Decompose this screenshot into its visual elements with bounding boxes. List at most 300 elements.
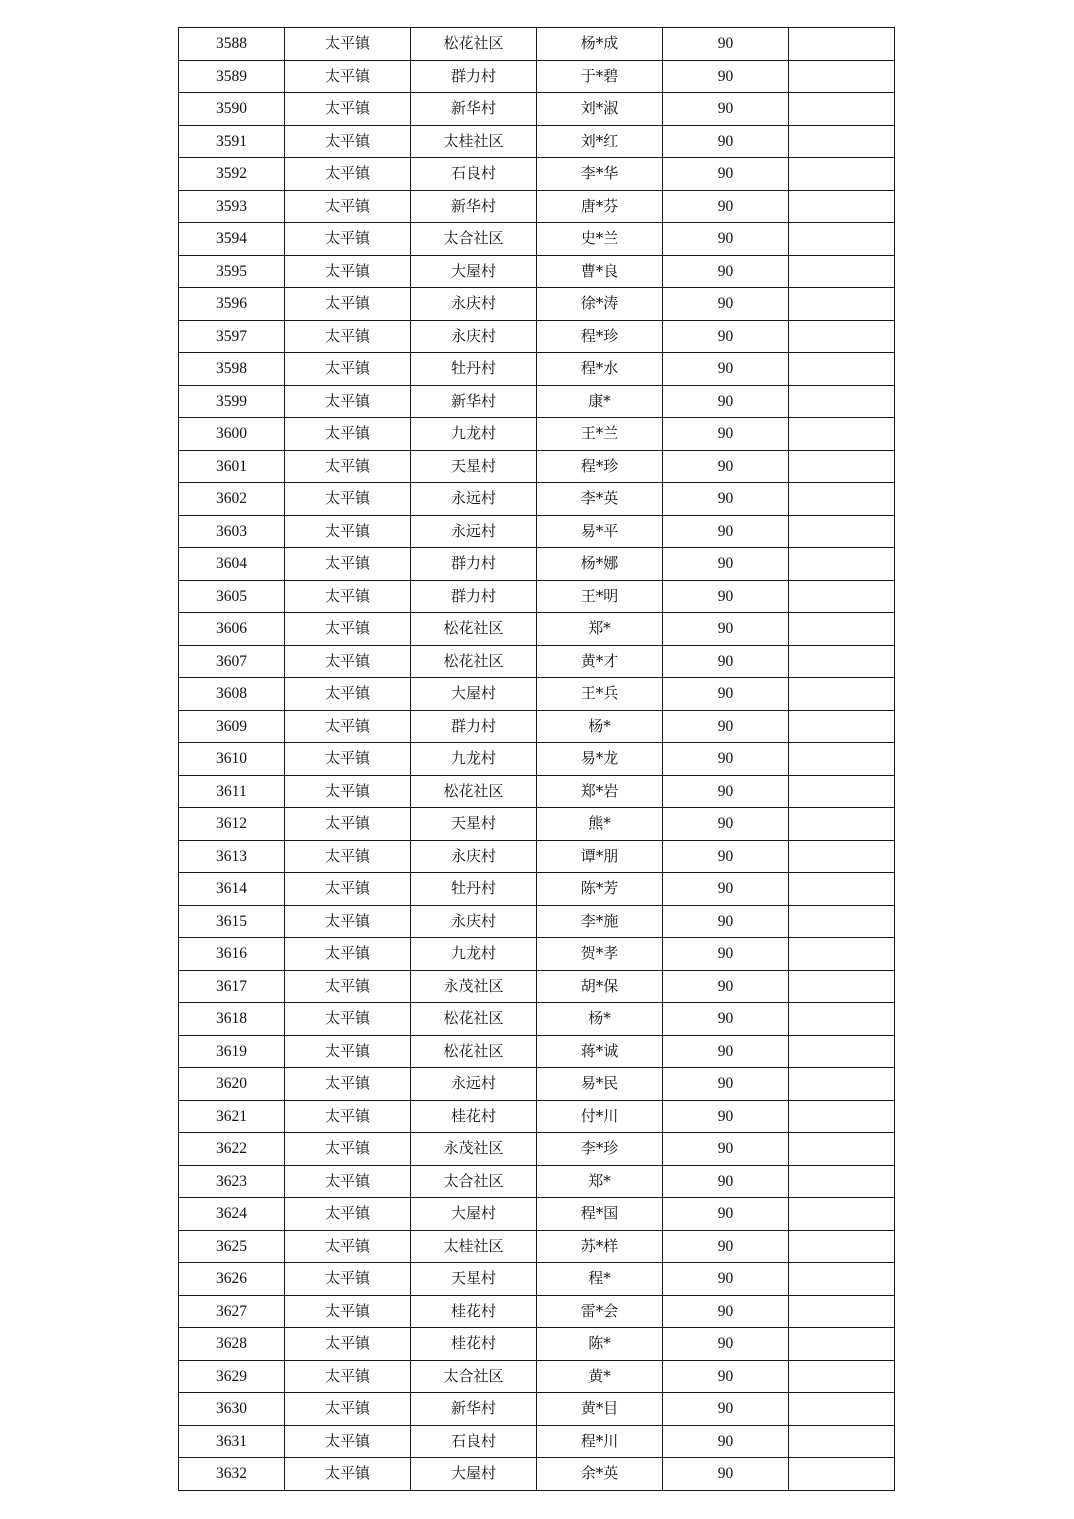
cell-village: 九龙村: [411, 938, 537, 971]
cell-town: 太平镇: [285, 938, 411, 971]
cell-amount: 90: [663, 1425, 789, 1458]
cell-name: 余*英: [537, 1458, 663, 1491]
cell-amount: 90: [663, 580, 789, 613]
cell-number: 3604: [179, 548, 285, 581]
cell-town: 太平镇: [285, 93, 411, 126]
cell-note: [789, 190, 895, 223]
cell-name: 易*龙: [537, 743, 663, 776]
cell-note: [789, 775, 895, 808]
cell-number: 3630: [179, 1393, 285, 1426]
cell-amount: 90: [663, 93, 789, 126]
cell-number: 3629: [179, 1360, 285, 1393]
cell-number: 3628: [179, 1328, 285, 1361]
cell-number: 3607: [179, 645, 285, 678]
roster-table: [178, 27, 895, 1491]
cell-name: 雷*会: [537, 1295, 663, 1328]
cell-town: 太平镇: [285, 288, 411, 321]
cell-note: [789, 93, 895, 126]
cell-note: [789, 1295, 895, 1328]
table-row: [179, 385, 895, 418]
cell-name: 程*川: [537, 1425, 663, 1458]
cell-town: 太平镇: [285, 1263, 411, 1296]
cell-note: [789, 483, 895, 516]
table-row: [179, 1230, 895, 1263]
cell-note: [789, 1068, 895, 1101]
cell-number: 3592: [179, 158, 285, 191]
cell-number: 3622: [179, 1133, 285, 1166]
cell-name: 蒋*诚: [537, 1035, 663, 1068]
cell-name: 郑*岩: [537, 775, 663, 808]
cell-name: 史*兰: [537, 223, 663, 256]
cell-number: 3616: [179, 938, 285, 971]
cell-town: 太平镇: [285, 613, 411, 646]
cell-name: 刘*红: [537, 125, 663, 158]
cell-village: 松花社区: [411, 28, 537, 61]
cell-amount: 90: [663, 1360, 789, 1393]
cell-note: [789, 873, 895, 906]
cell-note: [789, 515, 895, 548]
cell-town: 太平镇: [285, 255, 411, 288]
cell-note: [789, 613, 895, 646]
cell-number: 3588: [179, 28, 285, 61]
cell-name: 于*碧: [537, 60, 663, 93]
cell-village: 永庆村: [411, 288, 537, 321]
table-row: [179, 1360, 895, 1393]
table-row: [179, 905, 895, 938]
cell-number: 3625: [179, 1230, 285, 1263]
cell-name: 刘*淑: [537, 93, 663, 126]
table-row: [179, 1425, 895, 1458]
cell-number: 3613: [179, 840, 285, 873]
table-row: [179, 710, 895, 743]
cell-amount: 90: [663, 873, 789, 906]
cell-note: [789, 840, 895, 873]
cell-town: 太平镇: [285, 1458, 411, 1491]
cell-village: 大屋村: [411, 1458, 537, 1491]
cell-amount: 90: [663, 743, 789, 776]
cell-town: 太平镇: [285, 1198, 411, 1231]
table-row: [179, 743, 895, 776]
cell-town: 太平镇: [285, 515, 411, 548]
cell-name: 王*兰: [537, 418, 663, 451]
table-row: [179, 645, 895, 678]
cell-name: 程*珍: [537, 320, 663, 353]
cell-note: [789, 1133, 895, 1166]
cell-village: 新华村: [411, 190, 537, 223]
cell-town: 太平镇: [285, 418, 411, 451]
cell-number: 3618: [179, 1003, 285, 1036]
cell-amount: 90: [663, 483, 789, 516]
cell-number: 3590: [179, 93, 285, 126]
table-row: [179, 515, 895, 548]
cell-note: [789, 1198, 895, 1231]
cell-village: 大屋村: [411, 678, 537, 711]
cell-name: 徐*涛: [537, 288, 663, 321]
cell-town: 太平镇: [285, 60, 411, 93]
cell-village: 松花社区: [411, 613, 537, 646]
cell-name: 程*国: [537, 1198, 663, 1231]
cell-village: 群力村: [411, 60, 537, 93]
cell-name: 陈*芳: [537, 873, 663, 906]
cell-village: 永远村: [411, 515, 537, 548]
cell-amount: 90: [663, 1165, 789, 1198]
cell-name: 李*华: [537, 158, 663, 191]
cell-name: 王*明: [537, 580, 663, 613]
cell-amount: 90: [663, 970, 789, 1003]
cell-amount: 90: [663, 808, 789, 841]
cell-number: 3594: [179, 223, 285, 256]
cell-town: 太平镇: [285, 1360, 411, 1393]
cell-amount: 90: [663, 1100, 789, 1133]
cell-town: 太平镇: [285, 1230, 411, 1263]
cell-amount: 90: [663, 710, 789, 743]
cell-number: 3602: [179, 483, 285, 516]
cell-name: 胡*保: [537, 970, 663, 1003]
cell-village: 太合社区: [411, 1165, 537, 1198]
cell-name: 康*: [537, 385, 663, 418]
cell-amount: 90: [663, 418, 789, 451]
table-row: [179, 93, 895, 126]
cell-number: 3609: [179, 710, 285, 743]
cell-name: 程*水: [537, 353, 663, 386]
cell-town: 太平镇: [285, 1100, 411, 1133]
cell-village: 太合社区: [411, 1360, 537, 1393]
cell-amount: 90: [663, 938, 789, 971]
cell-village: 永茂社区: [411, 1133, 537, 1166]
cell-amount: 90: [663, 1295, 789, 1328]
roster-table-body: [179, 28, 895, 1491]
cell-note: [789, 1458, 895, 1491]
cell-village: 石良村: [411, 1425, 537, 1458]
cell-amount: 90: [663, 28, 789, 61]
cell-note: [789, 1393, 895, 1426]
cell-name: 程*: [537, 1263, 663, 1296]
cell-amount: 90: [663, 450, 789, 483]
cell-village: 桂花村: [411, 1328, 537, 1361]
cell-town: 太平镇: [285, 1003, 411, 1036]
cell-town: 太平镇: [285, 775, 411, 808]
cell-amount: 90: [663, 1458, 789, 1491]
cell-note: [789, 1035, 895, 1068]
cell-note: [789, 450, 895, 483]
table-row: [179, 60, 895, 93]
cell-note: [789, 1328, 895, 1361]
table-row: [179, 483, 895, 516]
cell-amount: 90: [663, 320, 789, 353]
table-row: [179, 1003, 895, 1036]
cell-name: 付*川: [537, 1100, 663, 1133]
cell-name: 程*珍: [537, 450, 663, 483]
cell-amount: 90: [663, 515, 789, 548]
cell-town: 太平镇: [285, 1328, 411, 1361]
cell-town: 太平镇: [285, 28, 411, 61]
cell-name: 李*珍: [537, 1133, 663, 1166]
cell-amount: 90: [663, 1328, 789, 1361]
cell-name: 黄*: [537, 1360, 663, 1393]
cell-name: 唐*芬: [537, 190, 663, 223]
table-row: [179, 158, 895, 191]
cell-name: 易*民: [537, 1068, 663, 1101]
cell-village: 九龙村: [411, 743, 537, 776]
cell-number: 3595: [179, 255, 285, 288]
table-row: [179, 678, 895, 711]
table-row: [179, 255, 895, 288]
cell-name: 苏*样: [537, 1230, 663, 1263]
cell-town: 太平镇: [285, 353, 411, 386]
cell-note: [789, 353, 895, 386]
cell-town: 太平镇: [285, 190, 411, 223]
cell-amount: 90: [663, 1230, 789, 1263]
cell-village: 松花社区: [411, 775, 537, 808]
table-row: [179, 1263, 895, 1296]
cell-village: 九龙村: [411, 418, 537, 451]
table-row: [179, 1133, 895, 1166]
cell-village: 永远村: [411, 483, 537, 516]
cell-amount: 90: [663, 645, 789, 678]
cell-town: 太平镇: [285, 483, 411, 516]
cell-village: 永茂社区: [411, 970, 537, 1003]
cell-town: 太平镇: [285, 678, 411, 711]
cell-amount: 90: [663, 288, 789, 321]
cell-town: 太平镇: [285, 808, 411, 841]
table-row: [179, 775, 895, 808]
cell-village: 太桂社区: [411, 125, 537, 158]
cell-number: 3603: [179, 515, 285, 548]
cell-name: 王*兵: [537, 678, 663, 711]
cell-amount: 90: [663, 840, 789, 873]
cell-village: 天星村: [411, 1263, 537, 1296]
cell-note: [789, 1360, 895, 1393]
cell-number: 3608: [179, 678, 285, 711]
cell-name: 易*平: [537, 515, 663, 548]
table-row: [179, 580, 895, 613]
cell-note: [789, 418, 895, 451]
table-row: [179, 320, 895, 353]
cell-note: [789, 710, 895, 743]
table-row: [179, 28, 895, 61]
cell-village: 新华村: [411, 1393, 537, 1426]
cell-amount: 90: [663, 60, 789, 93]
cell-number: 3624: [179, 1198, 285, 1231]
cell-note: [789, 28, 895, 61]
cell-town: 太平镇: [285, 1165, 411, 1198]
cell-number: 3606: [179, 613, 285, 646]
table-row: [179, 190, 895, 223]
cell-village: 永远村: [411, 1068, 537, 1101]
cell-town: 太平镇: [285, 580, 411, 613]
cell-number: 3591: [179, 125, 285, 158]
cell-number: 3627: [179, 1295, 285, 1328]
cell-amount: 90: [663, 678, 789, 711]
cell-amount: 90: [663, 158, 789, 191]
cell-name: 黄*才: [537, 645, 663, 678]
cell-number: 3597: [179, 320, 285, 353]
cell-village: 松花社区: [411, 1035, 537, 1068]
cell-town: 太平镇: [285, 158, 411, 191]
cell-number: 3614: [179, 873, 285, 906]
cell-town: 太平镇: [285, 320, 411, 353]
cell-note: [789, 320, 895, 353]
cell-village: 太合社区: [411, 223, 537, 256]
cell-village: 大屋村: [411, 255, 537, 288]
table-row: [179, 613, 895, 646]
table-row: [179, 1328, 895, 1361]
cell-amount: 90: [663, 1068, 789, 1101]
cell-amount: 90: [663, 905, 789, 938]
cell-town: 太平镇: [285, 873, 411, 906]
cell-note: [789, 385, 895, 418]
cell-amount: 90: [663, 548, 789, 581]
table-row: [179, 353, 895, 386]
cell-amount: 90: [663, 1035, 789, 1068]
cell-town: 太平镇: [285, 1133, 411, 1166]
cell-note: [789, 808, 895, 841]
cell-number: 3599: [179, 385, 285, 418]
cell-note: [789, 288, 895, 321]
cell-town: 太平镇: [285, 645, 411, 678]
table-row: [179, 1100, 895, 1133]
cell-amount: 90: [663, 385, 789, 418]
cell-village: 群力村: [411, 580, 537, 613]
cell-note: [789, 125, 895, 158]
cell-name: 贺*孝: [537, 938, 663, 971]
cell-village: 永庆村: [411, 320, 537, 353]
table-row: [179, 1393, 895, 1426]
cell-town: 太平镇: [285, 450, 411, 483]
cell-name: 杨*娜: [537, 548, 663, 581]
cell-name: 杨*: [537, 1003, 663, 1036]
cell-name: 谭*朋: [537, 840, 663, 873]
cell-amount: 90: [663, 223, 789, 256]
cell-note: [789, 223, 895, 256]
cell-number: 3605: [179, 580, 285, 613]
cell-town: 太平镇: [285, 1393, 411, 1426]
cell-number: 3601: [179, 450, 285, 483]
cell-note: [789, 678, 895, 711]
cell-note: [789, 255, 895, 288]
cell-name: 杨*成: [537, 28, 663, 61]
cell-amount: 90: [663, 1003, 789, 1036]
table-row: [179, 1165, 895, 1198]
cell-name: 陈*: [537, 1328, 663, 1361]
cell-village: 石良村: [411, 158, 537, 191]
table-row: [179, 840, 895, 873]
cell-town: 太平镇: [285, 1035, 411, 1068]
cell-name: 熊*: [537, 808, 663, 841]
cell-number: 3623: [179, 1165, 285, 1198]
cell-note: [789, 1100, 895, 1133]
cell-number: 3593: [179, 190, 285, 223]
cell-town: 太平镇: [285, 743, 411, 776]
cell-town: 太平镇: [285, 905, 411, 938]
cell-note: [789, 905, 895, 938]
table-row: [179, 548, 895, 581]
cell-village: 大屋村: [411, 1198, 537, 1231]
cell-amount: 90: [663, 1198, 789, 1231]
table-row: [179, 288, 895, 321]
cell-name: 曹*良: [537, 255, 663, 288]
cell-number: 3589: [179, 60, 285, 93]
cell-town: 太平镇: [285, 548, 411, 581]
table-row: [179, 223, 895, 256]
cell-village: 新华村: [411, 93, 537, 126]
cell-village: 牡丹村: [411, 353, 537, 386]
cell-note: [789, 1230, 895, 1263]
table-row: [179, 938, 895, 971]
cell-note: [789, 548, 895, 581]
cell-village: 桂花村: [411, 1295, 537, 1328]
cell-number: 3626: [179, 1263, 285, 1296]
cell-note: [789, 970, 895, 1003]
cell-name: 郑*: [537, 613, 663, 646]
table-row: [179, 1295, 895, 1328]
cell-number: 3612: [179, 808, 285, 841]
cell-note: [789, 645, 895, 678]
cell-amount: 90: [663, 1263, 789, 1296]
cell-village: 松花社区: [411, 645, 537, 678]
table-row: [179, 1458, 895, 1491]
cell-village: 天星村: [411, 808, 537, 841]
cell-village: 太桂社区: [411, 1230, 537, 1263]
cell-village: 松花社区: [411, 1003, 537, 1036]
cell-note: [789, 743, 895, 776]
cell-name: 李*施: [537, 905, 663, 938]
table-row: [179, 418, 895, 451]
cell-name: 郑*: [537, 1165, 663, 1198]
cell-amount: 90: [663, 1133, 789, 1166]
table-row: [179, 1035, 895, 1068]
cell-note: [789, 1003, 895, 1036]
table-row: [179, 808, 895, 841]
cell-note: [789, 1263, 895, 1296]
cell-note: [789, 60, 895, 93]
cell-town: 太平镇: [285, 125, 411, 158]
cell-village: 牡丹村: [411, 873, 537, 906]
cell-town: 太平镇: [285, 1295, 411, 1328]
table-row: [179, 1068, 895, 1101]
cell-note: [789, 580, 895, 613]
table-row: [179, 873, 895, 906]
cell-town: 太平镇: [285, 1068, 411, 1101]
cell-number: 3610: [179, 743, 285, 776]
cell-amount: 90: [663, 613, 789, 646]
cell-village: 新华村: [411, 385, 537, 418]
table-row: [179, 970, 895, 1003]
cell-town: 太平镇: [285, 840, 411, 873]
table-row: [179, 450, 895, 483]
cell-amount: 90: [663, 255, 789, 288]
cell-number: 3621: [179, 1100, 285, 1133]
cell-number: 3632: [179, 1458, 285, 1491]
cell-number: 3617: [179, 970, 285, 1003]
table-row: [179, 125, 895, 158]
cell-town: 太平镇: [285, 385, 411, 418]
cell-amount: 90: [663, 190, 789, 223]
cell-name: 李*英: [537, 483, 663, 516]
cell-town: 太平镇: [285, 710, 411, 743]
cell-note: [789, 1165, 895, 1198]
table-row: [179, 1198, 895, 1231]
cell-village: 群力村: [411, 710, 537, 743]
cell-village: 群力村: [411, 548, 537, 581]
cell-number: 3598: [179, 353, 285, 386]
cell-village: 桂花村: [411, 1100, 537, 1133]
cell-note: [789, 1425, 895, 1458]
cell-town: 太平镇: [285, 223, 411, 256]
cell-name: 杨*: [537, 710, 663, 743]
cell-number: 3631: [179, 1425, 285, 1458]
cell-village: 永庆村: [411, 905, 537, 938]
